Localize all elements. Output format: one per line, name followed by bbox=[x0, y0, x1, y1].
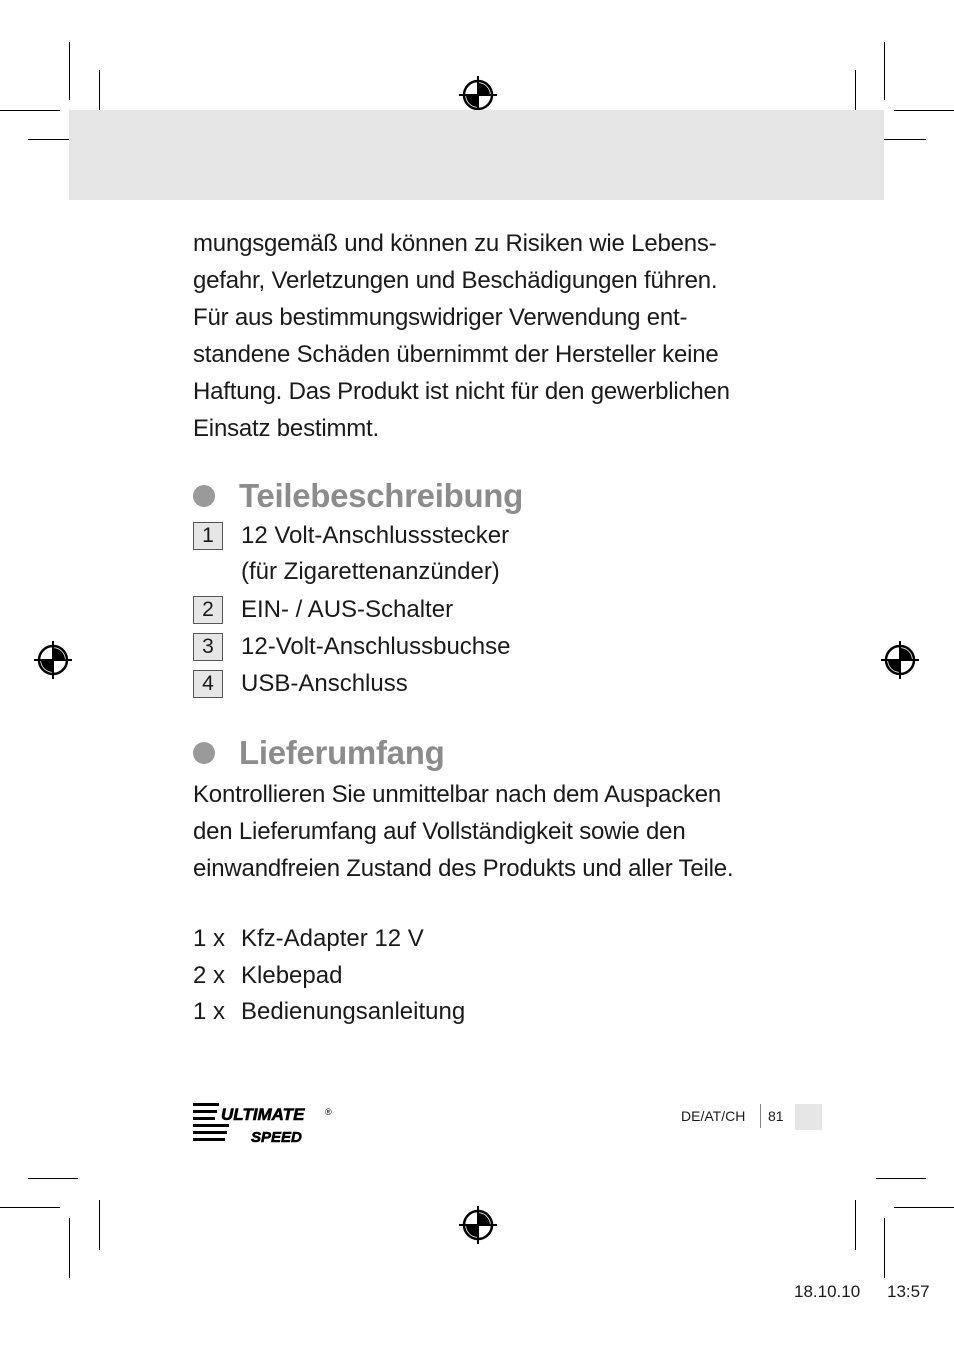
crop-mark bbox=[884, 42, 885, 100]
intro-line: Haftung. Das Produkt ist nicht für den gewerblichen bbox=[193, 378, 730, 405]
scope-line: Kontrollieren Sie unmittelbar nach dem Auspacken bbox=[193, 781, 722, 808]
part-item bbox=[193, 668, 408, 700]
country-code: DE/AT/CH bbox=[681, 1108, 746, 1124]
scope-name: Klebepad bbox=[241, 962, 343, 989]
scope-paragraph bbox=[193, 776, 733, 887]
scope-name: Bedienungsanleitung bbox=[241, 998, 466, 1025]
intro-paragraph bbox=[193, 225, 730, 447]
part-label: 12-Volt-Anschlussbuchse bbox=[241, 633, 511, 660]
crop-mark bbox=[0, 1207, 60, 1208]
registered-mark: ® bbox=[325, 1107, 332, 1117]
scope-item bbox=[193, 998, 465, 1026]
crop-mark bbox=[0, 110, 60, 111]
scope-qty: 1 x bbox=[193, 998, 226, 1025]
crop-mark bbox=[884, 1218, 885, 1278]
intro-line: mungsgemäß und können zu Risiken wie Lebens- bbox=[193, 230, 717, 257]
crop-mark bbox=[28, 1178, 78, 1179]
scope-qty: 2 x bbox=[193, 962, 226, 989]
crop-mark bbox=[894, 1207, 954, 1208]
scope-qty: 1 x bbox=[193, 925, 226, 952]
part-label-continuation: (für Zigarettenanzünder) bbox=[241, 558, 500, 585]
intro-line: Einsatz bestimmt. bbox=[193, 415, 379, 442]
brand-logo-bottom-text: SPEED bbox=[251, 1129, 302, 1146]
page-tab bbox=[795, 1104, 822, 1130]
crop-mark bbox=[855, 1200, 856, 1250]
part-item bbox=[193, 520, 509, 552]
registration-mark-icon bbox=[458, 75, 498, 115]
crop-mark bbox=[69, 1218, 70, 1278]
scope-line: einwandfreien Zustand des Produkts und aller Teile. bbox=[193, 855, 734, 882]
part-number-badge: 3 bbox=[193, 633, 223, 661]
bullet-icon bbox=[193, 742, 215, 764]
intro-line: gefahr, Verletzungen und Beschädigungen führen. bbox=[193, 267, 718, 294]
crop-mark bbox=[99, 1200, 100, 1250]
part-item bbox=[193, 631, 510, 663]
parts-heading-text: Teilebeschreibung bbox=[239, 477, 524, 514]
brand-logo-top-text: ULTIMATE bbox=[221, 1105, 305, 1124]
scope-item bbox=[193, 962, 342, 990]
scope-item bbox=[193, 925, 424, 953]
intro-line: Für aus bestimmungswidriger Verwendung ent- bbox=[193, 304, 688, 331]
part-number-badge: 4 bbox=[193, 670, 223, 698]
crop-mark bbox=[69, 42, 70, 100]
scope-name: Kfz-Adapter 12 V bbox=[241, 925, 424, 952]
part-label: 12 Volt-Anschlussstecker bbox=[241, 522, 510, 549]
registration-mark-icon bbox=[458, 1205, 498, 1245]
intro-line: standene Schäden übernimmt der Hersteller keine bbox=[193, 341, 719, 368]
parts-heading bbox=[193, 477, 523, 515]
page-number: 81 bbox=[768, 1108, 784, 1124]
part-label: EIN- / AUS-Schalter bbox=[241, 596, 454, 623]
part-number-badge: 2 bbox=[193, 596, 223, 624]
crop-mark bbox=[894, 110, 954, 111]
part-item bbox=[193, 594, 453, 626]
part-number-badge: 1 bbox=[193, 522, 223, 550]
bullet-icon bbox=[193, 485, 215, 507]
brand-logo bbox=[193, 1100, 338, 1150]
print-date: 18.10.10 bbox=[794, 1282, 861, 1301]
registration-mark-icon bbox=[880, 640, 920, 680]
registration-mark-icon bbox=[33, 640, 73, 680]
print-time: 13:57 bbox=[887, 1282, 930, 1301]
header-band bbox=[69, 110, 884, 200]
footer-divider bbox=[760, 1104, 761, 1128]
scope-heading-text: Lieferumfang bbox=[239, 734, 445, 771]
scope-heading bbox=[193, 734, 444, 772]
part-label: USB-Anschluss bbox=[241, 670, 408, 697]
scope-line: den Lieferumfang auf Vollständigkeit sowie den bbox=[193, 818, 686, 845]
crop-mark bbox=[876, 1178, 926, 1179]
